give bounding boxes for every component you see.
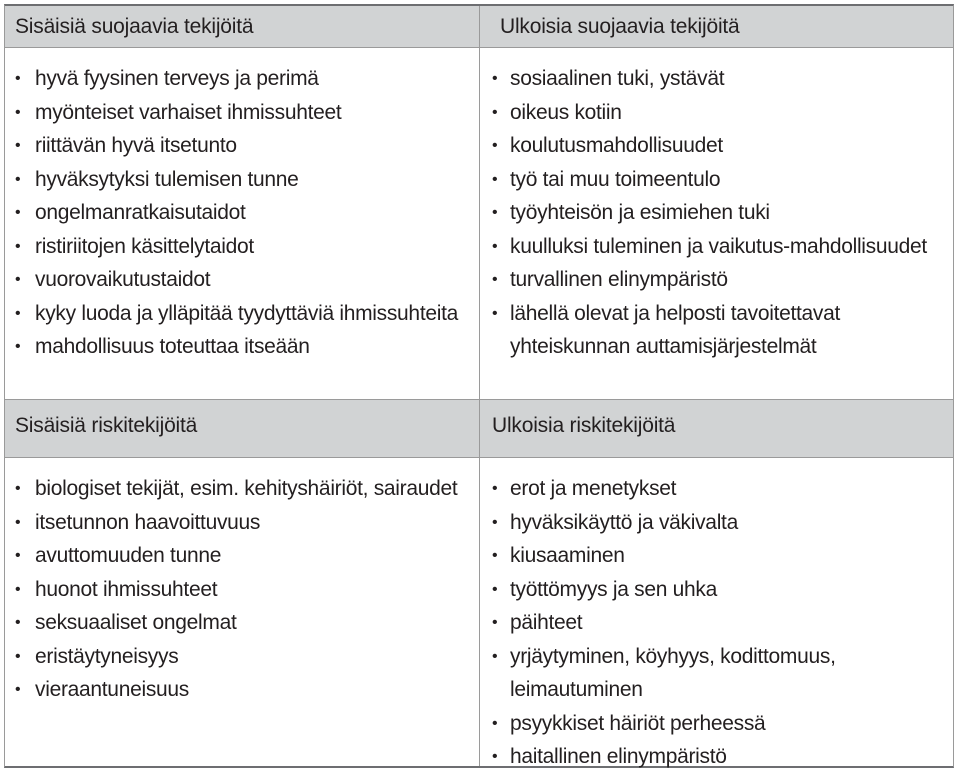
list-item-text: kuulluksi tuleminen ja vaikutus-mahdollisuudet: [510, 234, 927, 258]
list-item: [5, 330, 479, 364]
list-item-text: erot ja menetykset: [510, 477, 677, 500]
list-item: [5, 96, 479, 130]
internal-risk-title: Sisäisiä riskitekijöitä: [15, 414, 198, 437]
internal-risk-list: [5, 472, 479, 707]
list-item-text: haitallinen elinympäristö: [510, 745, 727, 768]
list-item-text: ristiriitojen käsittelytaidot: [35, 234, 254, 258]
list-item: [5, 263, 479, 297]
bullet-icon: •: [492, 513, 498, 531]
list-item-text: työttömyys ja sen uhka: [510, 577, 717, 601]
list-item-text: huonot ihmissuhteet: [35, 577, 218, 601]
list-item-text: työ tai muu toimeentulo: [510, 167, 721, 191]
bullet-icon: •: [492, 170, 498, 188]
bullet-icon: •: [492, 647, 498, 665]
list-item-text: turvallinen elinympäristö: [510, 268, 728, 291]
bullet-icon: •: [492, 480, 498, 497]
list-item-text: itsetunnon haavoittuvuus: [35, 510, 261, 534]
external-protective-list: [480, 62, 953, 364]
list-item-text: kyky luoda ja ylläpitää tyydyttäviä ihmissuhteita: [35, 301, 459, 325]
list-item: [480, 506, 953, 540]
list-item: [5, 230, 479, 264]
list-item: [480, 96, 953, 130]
list-item-text: eristäytyneisyys: [35, 644, 179, 668]
list-item-text: ongelmanratkaisutaidot: [35, 201, 246, 224]
list-item: [480, 196, 953, 230]
list-item: [5, 573, 479, 607]
list-item: [480, 640, 953, 707]
list-item: [5, 62, 479, 96]
list-item: [480, 740, 953, 774]
list-item-text: seksuaaliset ongelmat: [35, 611, 237, 634]
bullet-icon: •: [15, 137, 21, 154]
list-item: [5, 640, 479, 674]
list-item-text: oikeus kotiin: [510, 100, 622, 124]
list-item-text: mahdollisuus toteuttaa itseään: [35, 335, 310, 358]
bullet-icon: •: [492, 137, 498, 154]
list-item-text: biologiset tekijät, esim. kehityshäiriöt, sairaudet: [35, 477, 458, 500]
bullet-icon: •: [15, 580, 21, 598]
bullet-icon: •: [15, 237, 21, 255]
list-item-text: hyväksikäyttö ja väkivalta: [510, 510, 738, 534]
bullet-icon: •: [15, 271, 21, 288]
list-item-text: hyvä fyysinen terveys ja perimä: [35, 67, 319, 90]
bullet-icon: •: [492, 580, 498, 598]
internal-protective-list: [5, 62, 479, 364]
list-item-text: vieraantuneisuus: [35, 678, 189, 701]
bullet-icon: •: [492, 714, 498, 732]
bullet-icon: •: [492, 748, 498, 765]
list-item: [5, 506, 479, 540]
internal-protective-header: [5, 6, 480, 48]
list-item: [480, 606, 953, 640]
bullet-icon: •: [15, 103, 21, 121]
list-item: [480, 263, 953, 297]
bullet-icon: •: [15, 681, 21, 698]
external-risk-list: [480, 472, 953, 774]
bullet-icon: •: [15, 480, 21, 497]
list-item-text: päihteet: [510, 611, 583, 634]
list-item: [480, 62, 953, 96]
list-item: [5, 472, 479, 506]
external-risk-title: Ulkoisia riskitekijöitä: [492, 414, 676, 437]
list-item-text: lähellä olevat ja helposti tavoitettavat yhteiskunnan auttamisjärjestelmät: [510, 301, 841, 358]
bullet-icon: •: [15, 513, 21, 531]
external-risk-header: [480, 400, 953, 458]
bullet-icon: •: [492, 614, 498, 631]
bullet-icon: •: [492, 103, 498, 121]
bullet-icon: •: [492, 237, 498, 255]
factors-table: [4, 4, 954, 768]
list-item: [480, 539, 953, 573]
external-protective-cell: [480, 48, 953, 400]
bullet-icon: •: [15, 614, 21, 631]
bullet-icon: •: [15, 170, 21, 188]
list-item-text: vuorovaikutustaidot: [35, 268, 211, 291]
list-item-text: hyväksytyksi tulemisen tunne: [35, 167, 299, 191]
list-item: [5, 129, 479, 163]
list-item-text: psyykkiset häiriöt perheessä: [510, 711, 766, 735]
bullet-icon: •: [15, 70, 21, 87]
list-item: [5, 606, 479, 640]
list-item-text: yrjäytyminen, köyhyys, kodittomuus, leimautuminen: [510, 644, 836, 701]
bullet-icon: •: [492, 304, 498, 322]
list-item: [480, 573, 953, 607]
list-item: [480, 129, 953, 163]
bullet-icon: •: [15, 547, 21, 564]
list-item: [5, 196, 479, 230]
list-item-text: työyhteisön ja esimiehen tuki: [510, 201, 770, 224]
list-item-text: koulutusmahdollisuudet: [510, 134, 723, 157]
list-item: [480, 297, 953, 364]
list-item: [5, 163, 479, 197]
list-item-text: riittävän hyvä itsetunto: [35, 134, 237, 157]
list-item: [480, 230, 953, 264]
internal-protective-cell: [5, 48, 480, 400]
bullet-icon: •: [15, 204, 21, 221]
external-risk-cell: [480, 458, 953, 766]
list-item-text: kiusaaminen: [510, 544, 625, 567]
internal-risk-header: [5, 400, 480, 458]
bullet-icon: •: [492, 70, 498, 87]
list-item: [480, 163, 953, 197]
internal-risk-cell: [5, 458, 480, 766]
list-item-text: myönteiset varhaiset ihmissuhteet: [35, 100, 342, 124]
list-item: [5, 673, 479, 707]
list-item: [5, 539, 479, 573]
external-protective-title: Ulkoisia suojaavia tekijöitä: [500, 14, 740, 38]
bullet-icon: •: [15, 647, 21, 665]
bullet-icon: •: [492, 547, 498, 564]
list-item: [480, 472, 953, 506]
bullet-icon: •: [15, 338, 21, 355]
list-item: [5, 297, 479, 331]
bullet-icon: •: [15, 304, 21, 322]
list-item-text: avuttomuuden tunne: [35, 544, 222, 567]
external-protective-header: [480, 6, 953, 48]
bullet-icon: •: [492, 271, 498, 288]
list-item: [480, 707, 953, 741]
bullet-icon: •: [492, 204, 498, 221]
internal-protective-title: Sisäisiä suojaavia tekijöitä: [15, 14, 254, 38]
list-item-text: sosiaalinen tuki, ystävät: [510, 67, 725, 90]
